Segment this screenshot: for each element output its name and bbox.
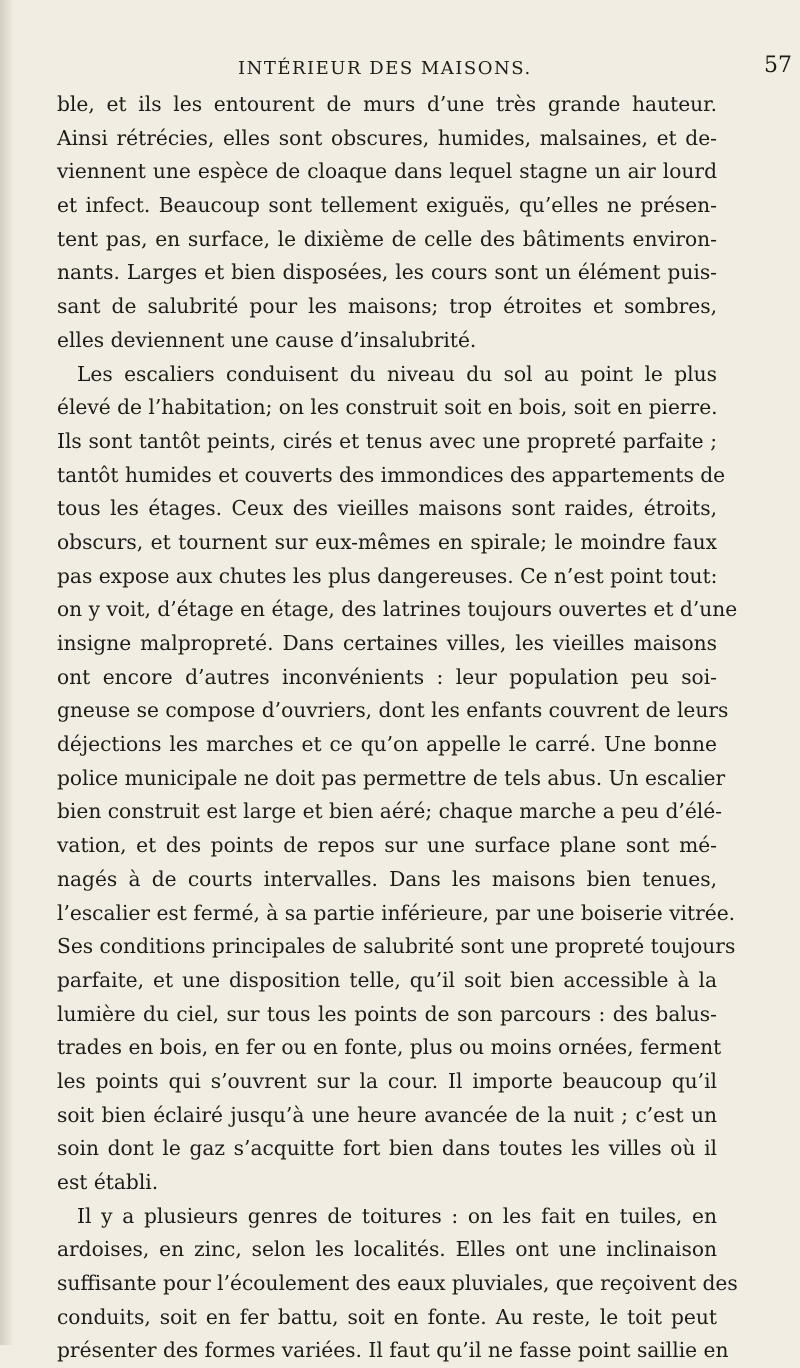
text-line: police municipale ne doit pas permettre de tels abus. Un escalier [57,765,726,790]
text-line: sant de salubrité pour les maisons; trop étroites et sombres, [57,294,717,319]
text-line: nants. Larges et bien disposées, les cours sont un élément puis- [57,260,717,285]
text-line: pas expose aux chutes les plus dangereuses. Ce n’est point tout: [57,563,718,588]
text-line: est établi. [57,1170,159,1194]
text-line: ble, et ils les entourent de murs d’une très grande hauteur. [57,92,717,116]
text-line: parfaite, et une disposition telle, qu’il soit bien accessible à la [57,967,717,992]
text-line: l’escalier est fermé, à sa partie inférieure, par une boiserie vitrée. [57,900,736,925]
text-line: soin dont le gaz s’acquitte fort bien dans toutes les villes où il [57,1136,717,1161]
text-line: Ils sont tantôt peints, cirés et tenus avec une propreté parfaite ; [57,428,717,453]
text-line: et infect. Beaucoup sont tellement exiguës, qu’elles ne présen- [57,193,717,218]
text-line: soit bien éclairé jusqu’à une heure avancée de la nuit ; c’est un [57,1102,717,1127]
text-line: ardoises, en zinc, selon les localités. Elles ont une inclinaison [57,1237,717,1262]
text-line: Il y a plusieurs genres de toitures : on les fait en tuiles, en [77,1203,717,1228]
text-line: tent pas, en surface, le dixième de celle des bâtiments environ- [57,226,717,251]
text-line: tantôt humides et couverts des immondices des appartements de [57,462,726,487]
text-line: élevé de l’habitation; on les construit soit en bois, soit en pierre. [57,395,718,420]
text-line: Ainsi rétrécies, elles sont obscures, humides, malsaines, et de- [57,125,717,150]
text-line: gneuse se compose d’ouvriers, dont les enfants couvrent de leurs [57,698,729,723]
text-line: trades en bois, en fer ou en fonte, plus ou moins ornées, ferment [57,1035,722,1060]
text-line: Les escaliers conduisent du niveau du sol au point le plus [77,361,717,386]
page-gutter-shadow [0,0,14,1345]
text-line: insigne malpropreté. Dans certaines villes, les vieilles maisons [57,631,717,655]
text-line: Ses conditions principales de salubrité sont une propreté toujours [57,934,736,959]
text-line: présenter des formes variées. Il faut qu’il ne fasse point saillie en [57,1338,729,1363]
page-number: 57 [764,53,792,78]
text-line: obscurs, et tournent sur eux-mêmes en spirale; le moindre faux [57,529,717,554]
text-line: viennent une espèce de cloaque dans lequel stagne un air lourd [57,159,717,184]
text-line: nagés à de courts intervalles. Dans les maisons bien tenues, [57,866,717,891]
text-line: ont encore d’autres inconvénients : leur population peu soi- [57,664,717,689]
text-line: déjections les marches et ce qu’on appelle le carré. Une bonne [57,732,717,757]
text-line: suffisante pour l’écoulement des eaux pluviales, que reçoivent des [57,1271,738,1296]
text-line: vation, et des points de repos sur une surface plane sont mé- [57,833,717,858]
text-line: tous les étages. Ceux des vieilles maisons sont raides, étroits, [57,496,717,521]
text-line: on y voit, d’étage en étage, des latrines toujours ouvertes et d’une [57,597,738,622]
text-line: bien construit est large et bien aéré; chaque marche a peu d’élé- [57,799,722,824]
text-line: lumière du ciel, sur tous les points de son parcours : des balus- [57,1001,717,1026]
text-line: les points qui s’ouvrent sur la cour. Il importe beaucoup qu’il [57,1068,717,1093]
running-title: INTÉRIEUR DES MAISONS. [238,58,532,79]
text-line: elles deviennent une cause d’insalubrité. [57,327,477,352]
body-text [57,88,738,1368]
text-line: conduits, soit en fer battu, soit en fonte. Au reste, le toit peut [57,1304,717,1329]
